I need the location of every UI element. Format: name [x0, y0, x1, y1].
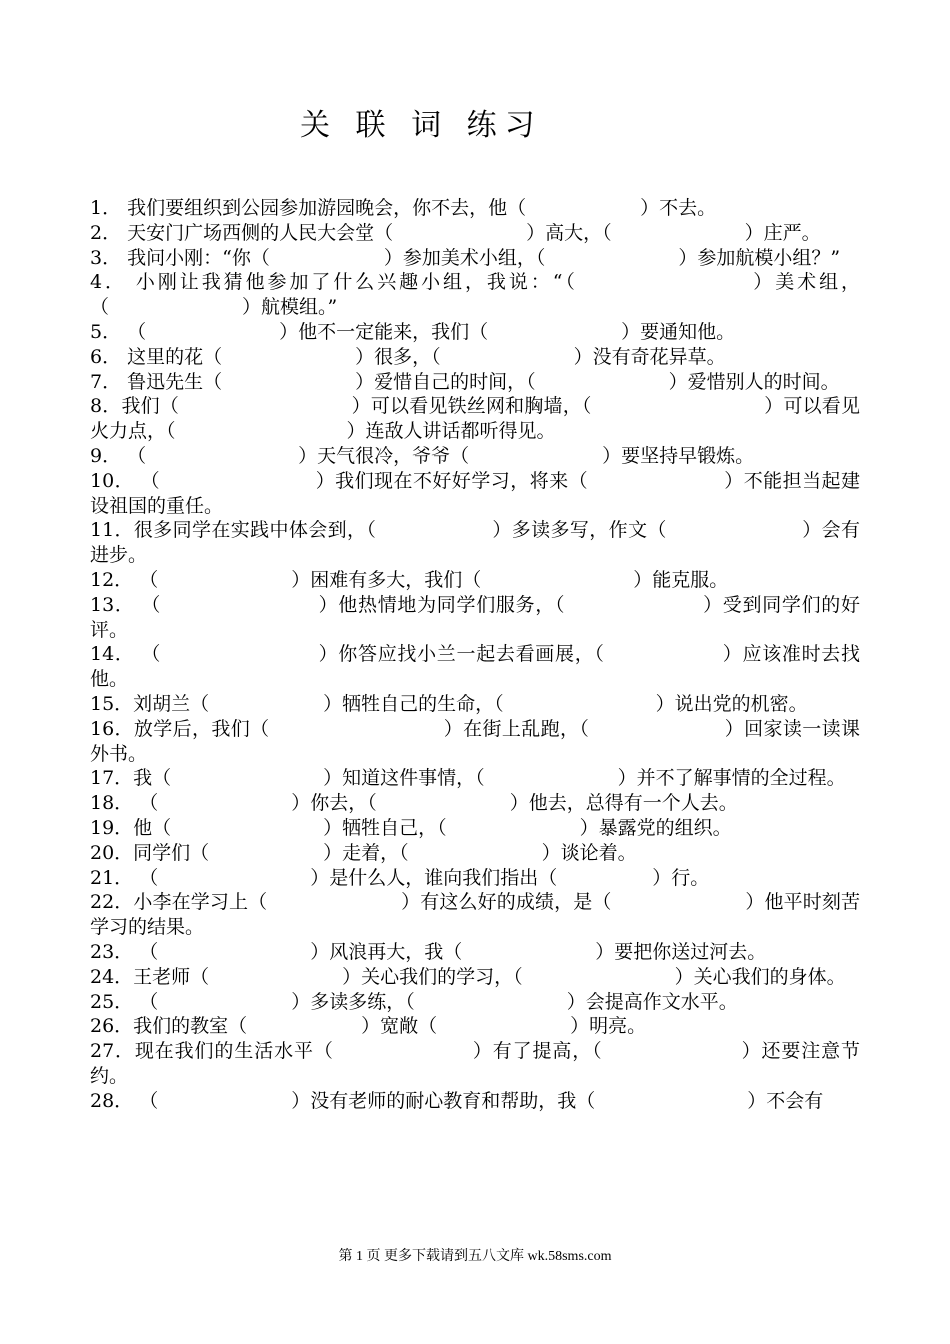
- exercise-item: 26．我们的教室（ ）宽敞（ ）明亮。: [90, 1015, 647, 1038]
- exercise-item: 20．同学们（ ）走着，（ ）谈论着。: [90, 841, 637, 864]
- exercise-item: 5． （ ）他不一定能来，我们（ ）要通知他。: [90, 320, 736, 343]
- exercise-item: 16．放学后，我们（ ）在街上乱跑，（ ）回家读一读课外书。: [90, 717, 860, 765]
- exercise-item: 14． （ ）你答应找小兰一起去看画展，（ ）应该准时去找他。: [90, 643, 860, 691]
- page-footer: 第 1 页 更多下载请到五八文库 wk.58sms.com: [338, 1249, 612, 1264]
- exercise-item: 12． （ ）困难有多大，我们（ ）能克服。: [90, 568, 729, 591]
- exercise-item: 17．我（ ）知道这件事情，（ ）并不了解事情的全过程。: [90, 767, 846, 790]
- exercise-item: 27．现在我们的生活水平（ ）有了提高，（ ）还要注意节约。: [90, 1040, 860, 1087]
- exercise-item: 11．很多同学在实践中体会到，（ ）多读多写，作文（ ）会有进步。: [90, 519, 860, 567]
- exercise-item: 18． （ ）你去，（ ）他去，总得有一个人去。: [90, 792, 738, 815]
- exercise-item: 3． 我问小刚：“你（ ）参加美术小组，（ ）参加航模小组？”: [90, 246, 841, 269]
- exercise-item: 4． 小刚让我猜他参加了什么兴趣小组，我说：“（ ）美术组，（ ）航模组。”: [90, 271, 860, 319]
- page-title: 关 联 词 练习: [300, 108, 543, 143]
- exercise-item: 1． 我们要组织到公园参加游园晚会，你不去，他（ ）不去。: [90, 197, 717, 219]
- exercise-item: 22．小李在学习上（ ）有这么好的成绩，是（ ）他平时刻苦学习的结果。: [90, 891, 860, 939]
- exercise-item: 15．刘胡兰（ ）牺牲自己的生命，（ ）说出党的机密。: [90, 692, 808, 715]
- exercise-item: 6． 这里的花（ ）很多，（ ）没有奇花异草。: [90, 345, 726, 368]
- exercise-item: 10． （ ）我们现在不好好学习，将来（ ）不能担当起建设祖国的重任。: [90, 469, 860, 517]
- exercise-item: 25． （ ）多读多练，（ ）会提高作文水平。: [90, 990, 738, 1013]
- exercise-item: 23． （ ）风浪再大，我（ ）要把你送过河去。: [90, 940, 767, 963]
- exercise-item: 19．他（ ）牺牲自己，（ ）暴露党的组织。: [90, 816, 732, 839]
- exercise-item: 9． （ ）天气很冷，爷爷（ ）要坚持早锻炼。: [90, 444, 755, 467]
- exercise-item: 13． （ ）他热情地为同学们服务，（ ）受到同学们的好评。: [90, 593, 860, 641]
- exercise-item: 7． 鲁迅先生（ ）爱惜自己的时间，（ ）爱惜别人的时间。: [90, 370, 840, 393]
- exercise-item: 28． （ ）没有老师的耐心教育和帮助，我（ ）不会有: [90, 1089, 824, 1112]
- exercise-item: 8．我们（ ）可以看见铁丝网和胸墙，（ ）可以看见火力点，（ ）连敌人讲话都听得见。: [90, 395, 860, 443]
- exercise-list: [90, 196, 860, 1113]
- exercise-item: 2． 天安门广场西侧的人民大会堂（ ）高大，（ ）庄严。: [90, 221, 821, 244]
- exercise-item: 24．王老师（ ）关心我们的学习，（ ）关心我们的身体。: [90, 965, 846, 988]
- exercise-item: 21． （ ）是什么人，谁向我们指出（ ）行。: [90, 866, 710, 889]
